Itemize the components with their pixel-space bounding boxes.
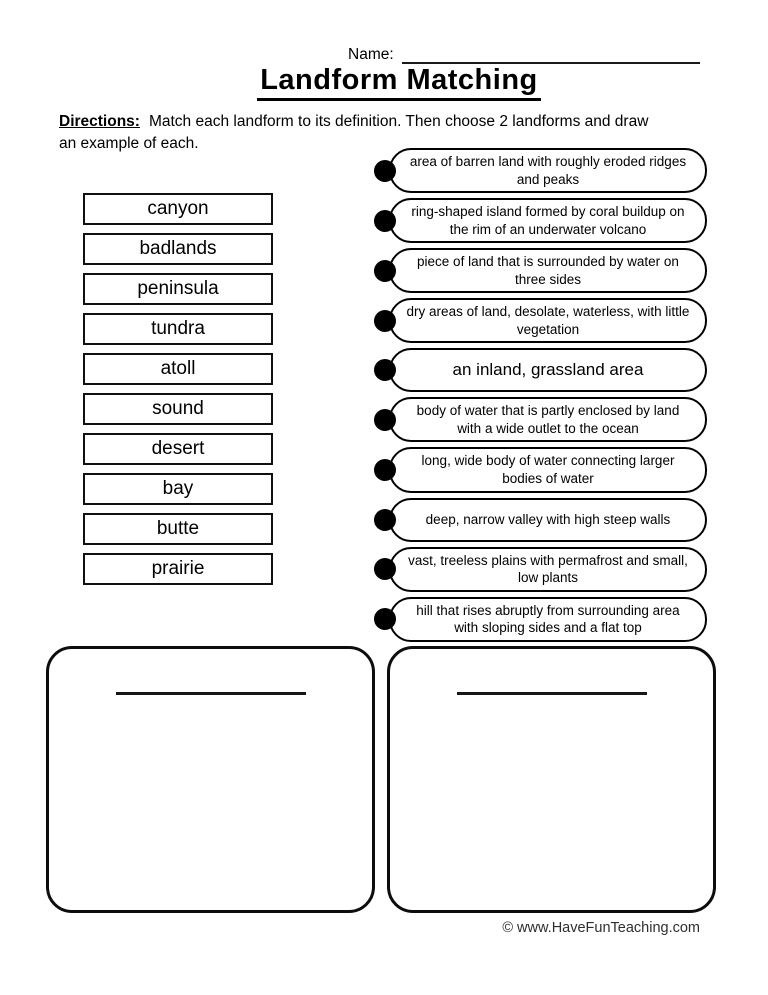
definition-pill-5[interactable] xyxy=(389,348,707,392)
definition-pill-6[interactable] xyxy=(389,397,707,442)
footer-credit: © www.HaveFunTeaching.com xyxy=(502,920,700,936)
word-box-butte[interactable]: butte xyxy=(83,513,273,545)
word-box-bay[interactable]: bay xyxy=(83,473,273,505)
drawing-box-2[interactable] xyxy=(387,646,716,913)
definition-text: hill that rises abruptly from surrounding area with sloping sides and a flat top xyxy=(416,602,680,636)
definition-text: piece of land that is surrounded by water on three sides xyxy=(417,254,679,287)
directions-label: Directions: xyxy=(59,113,140,130)
definition-text: area of barren land with roughly eroded ridges and peaks xyxy=(409,154,687,187)
definition-text: body of water that is partly enclosed by land with a wide outlet to the ocean xyxy=(416,403,680,436)
word-box-peninsula[interactable]: peninsula xyxy=(83,273,273,305)
definition-text: vast, treeless plains with permafrost and small, low plants xyxy=(408,552,688,586)
word-box-prairie[interactable]: prairie xyxy=(83,553,273,585)
match-dot[interactable] xyxy=(374,210,396,232)
definition-text: deep, narrow valley with high steep walls xyxy=(425,511,671,527)
page-title xyxy=(0,64,768,101)
match-dot[interactable] xyxy=(374,359,396,381)
page-title-text: Landform Matching xyxy=(257,64,541,101)
word-bank xyxy=(83,193,273,585)
word-box-atoll[interactable]: atoll xyxy=(83,353,273,385)
match-dot[interactable] xyxy=(374,310,396,332)
word-box-sound[interactable]: sound xyxy=(83,393,273,425)
match-dot[interactable] xyxy=(374,558,396,580)
definition-pill-2[interactable] xyxy=(389,198,707,243)
name-input-line[interactable] xyxy=(402,44,700,64)
definition-pill-4[interactable] xyxy=(389,298,707,343)
name-row xyxy=(348,44,700,64)
drawing-box-1[interactable] xyxy=(46,646,375,913)
definitions-list xyxy=(389,148,707,642)
word-box-tundra[interactable]: tundra xyxy=(83,313,273,345)
drawing-box-1-label-line[interactable] xyxy=(116,692,306,695)
definition-text: long, wide body of water connecting larger bodies of water xyxy=(421,453,675,487)
match-dot[interactable] xyxy=(374,409,396,431)
directions-line2: an example of each. xyxy=(59,135,199,152)
word-box-badlands[interactable]: badlands xyxy=(83,233,273,265)
word-box-desert[interactable]: desert xyxy=(83,433,273,465)
match-dot[interactable] xyxy=(374,608,396,630)
word-box-canyon[interactable]: canyon xyxy=(83,193,273,225)
definition-pill-1[interactable] xyxy=(389,148,707,193)
definition-pill-3[interactable] xyxy=(389,248,707,293)
directions-line1: Match each landform to its definition. Then choose 2 landforms and draw xyxy=(148,113,649,130)
drawing-box-2-label-line[interactable] xyxy=(457,692,647,695)
definition-pill-10[interactable] xyxy=(389,597,707,642)
definition-text: dry areas of land, desolate, waterless, with little vegetation xyxy=(406,304,690,337)
match-dot[interactable] xyxy=(374,160,396,182)
definition-pill-9[interactable] xyxy=(389,547,707,592)
match-dot[interactable] xyxy=(374,260,396,282)
definition-text: an inland, grassland area xyxy=(452,360,644,380)
match-dot[interactable] xyxy=(374,459,396,481)
match-dot[interactable] xyxy=(374,509,396,531)
definition-pill-7[interactable] xyxy=(389,447,707,492)
name-label: Name: xyxy=(348,46,394,63)
definition-text: ring-shaped island formed by coral buildup on the rim of an underwater volcano xyxy=(411,204,685,237)
definition-pill-8[interactable] xyxy=(389,498,707,542)
